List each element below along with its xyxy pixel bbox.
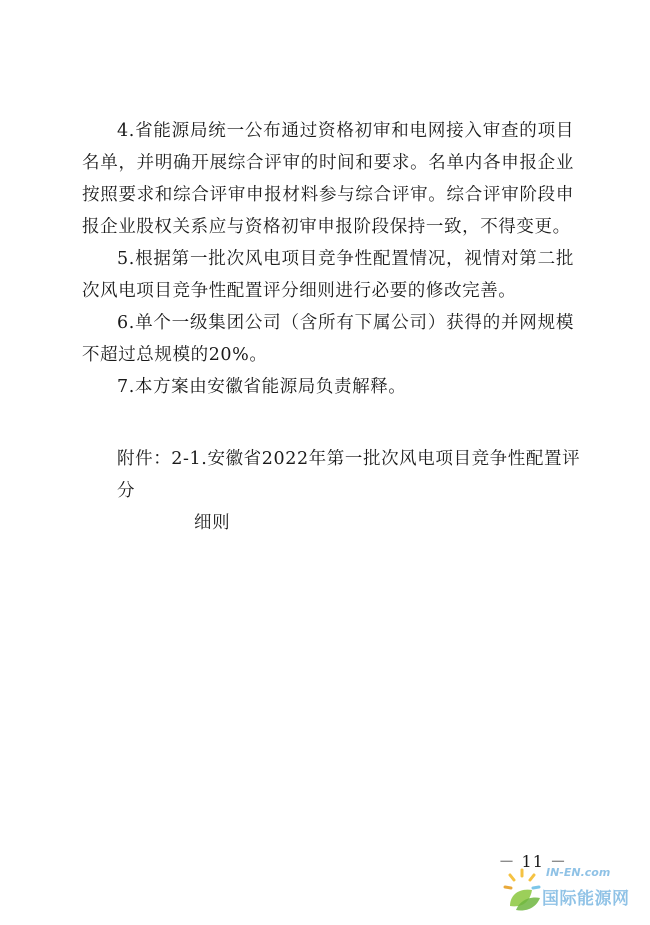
body-text [82, 115, 574, 403]
attachment-line-2: 细则 [194, 513, 231, 533]
page-number: － 11 － [498, 852, 567, 871]
watermark-logo [502, 862, 642, 918]
sun-leaf-logo-icon [502, 866, 546, 914]
paragraph-5: 5.根据第一批次风电项目竞争性配置情况，视情对第二批次风电项目竞争性配置评分细则进行必要的修改完善。 [82, 249, 574, 301]
attachment-line-1: 附件：2-1.安徽省2022年第一批次风电项目竞争性配置评分 [117, 449, 581, 501]
paragraph-7: 7.本方案由安徽省能源局负责解释。 [117, 377, 407, 397]
watermark-text-cn: 国际能源网 [542, 889, 630, 909]
paragraph-4: 4.省能源局统一公布通过资格初审和电网接入审查的项目名单，并明确开展综合评审的时间和要求。名单内各申报企业按照要求和综合评审申报材料参与综合评审。综合评审阶段申报企业股权关系应与资格初审申报阶段保持一致，不得变更。 [82, 121, 574, 237]
watermark-text-en: IN-EN.com [546, 866, 611, 879]
attachment-note [117, 443, 587, 539]
paragraph-6: 6.单个一级集团公司（含所有下属公司）获得的并网规模不超过总规模的20%。 [82, 313, 574, 365]
